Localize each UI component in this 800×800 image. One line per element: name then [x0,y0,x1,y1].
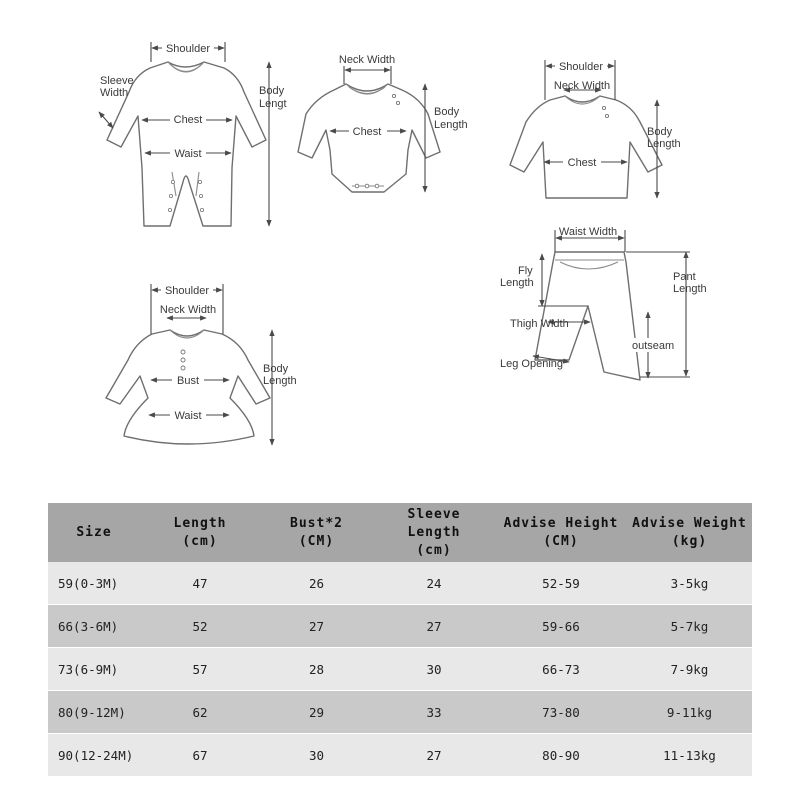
table-row [48,648,752,691]
size-cell: 59(0-3M) [48,562,140,605]
pants-fly-length-label: Length [500,277,534,289]
length-cell: 47 [140,562,260,605]
length-cell: 57 [140,648,260,691]
top-diagram [510,59,681,198]
advise-weight-cell: 5-7kg [627,605,752,648]
advise-weight-cell: 7-9kg [627,648,752,691]
header-advise-weight: Advise Weight (kg) [627,503,752,562]
dress-body-label: Body [263,363,289,375]
sleeve-length-cell: 33 [373,691,495,734]
header-size: Size [48,503,140,562]
header-bust: Bust*2 (CM) [260,503,373,562]
bust-cell: 27 [260,605,373,648]
bust-cell: 29 [260,691,373,734]
advise-weight-cell: 3-5kg [627,562,752,605]
advise-height-cell: 66-73 [495,648,627,691]
table-row [48,605,752,648]
top-length-label: Length [647,138,681,150]
pants-pant-label: Pant [673,271,696,283]
pants-thigh-width-label: Thigh Width [510,318,569,330]
romper-waist-label: Waist [174,148,202,160]
header-length: Length (cm) [140,503,260,562]
size-cell: 73(6-9M) [48,648,140,691]
advise-height-cell: 73-80 [495,691,627,734]
dress-diagram [106,283,297,445]
table-row [48,562,752,605]
romper-sleeve-width-label: Width [100,87,129,99]
top-chest-label: Chest [567,157,597,169]
top-shoulder-label: Shoulder [558,61,604,73]
dress-shoulder-label: Shoulder [164,285,210,297]
bodysuit-body-label: Body [434,106,460,118]
header-sleeve-length: Sleeve Length (cm) [373,503,495,562]
table-row [48,734,752,777]
length-cell: 62 [140,691,260,734]
advise-weight-cell: 9-11kg [627,691,752,734]
pants-diagram [500,226,707,380]
length-cell: 67 [140,734,260,777]
pants-leg-opening-label: Leg Opening [500,358,563,370]
romper-sleeve-label: Sleeve [100,75,134,87]
size-cell: 90(12-24M) [48,734,140,777]
dress-neck-width-label: Neck Width [159,304,217,316]
bodysuit-diagram [298,54,468,192]
bust-cell: 28 [260,648,373,691]
top-body-label: Body [647,126,673,138]
table-header-row [48,503,752,562]
romper-shoulder-label: Shoulder [165,43,211,55]
bodysuit-neck-width-label: Neck Width [338,54,396,66]
sleeve-length-cell: 27 [373,734,495,777]
advise-height-cell: 80-90 [495,734,627,777]
sleeve-length-cell: 27 [373,605,495,648]
advise-weight-cell: 11-13kg [627,734,752,777]
romper-chest-label: Chest [173,114,203,126]
pants-fly-label: Fly [518,265,533,277]
dress-bust-label: Bust [176,375,200,387]
table-row [48,691,752,734]
size-cell: 66(3-6M) [48,605,140,648]
advise-height-cell: 52-59 [495,562,627,605]
bust-cell: 26 [260,562,373,605]
header-advise-height: Advise Height (CM) [495,503,627,562]
dress-waist-label: Waist [174,410,202,422]
size-chart-table [48,503,752,776]
sleeve-length-cell: 24 [373,562,495,605]
length-cell: 52 [140,605,260,648]
size-cell: 80(9-12M) [48,691,140,734]
sleeve-length-cell: 30 [373,648,495,691]
pants-pant-length-label: Length [673,283,707,295]
romper-body-label: Body [259,85,285,97]
pants-waist-width-label: Waist Width [558,226,618,238]
romper-diagram [99,41,287,226]
bodysuit-length-label: Length [434,119,468,131]
dress-length-label: Length [263,375,297,387]
top-neck-width-label: Neck Width [553,80,611,92]
bodysuit-chest-label: Chest [352,126,382,138]
pants-outseam-label: outseam [632,340,675,352]
advise-height-cell: 59-66 [495,605,627,648]
bust-cell: 30 [260,734,373,777]
romper-length-label: Lengt [259,98,287,110]
